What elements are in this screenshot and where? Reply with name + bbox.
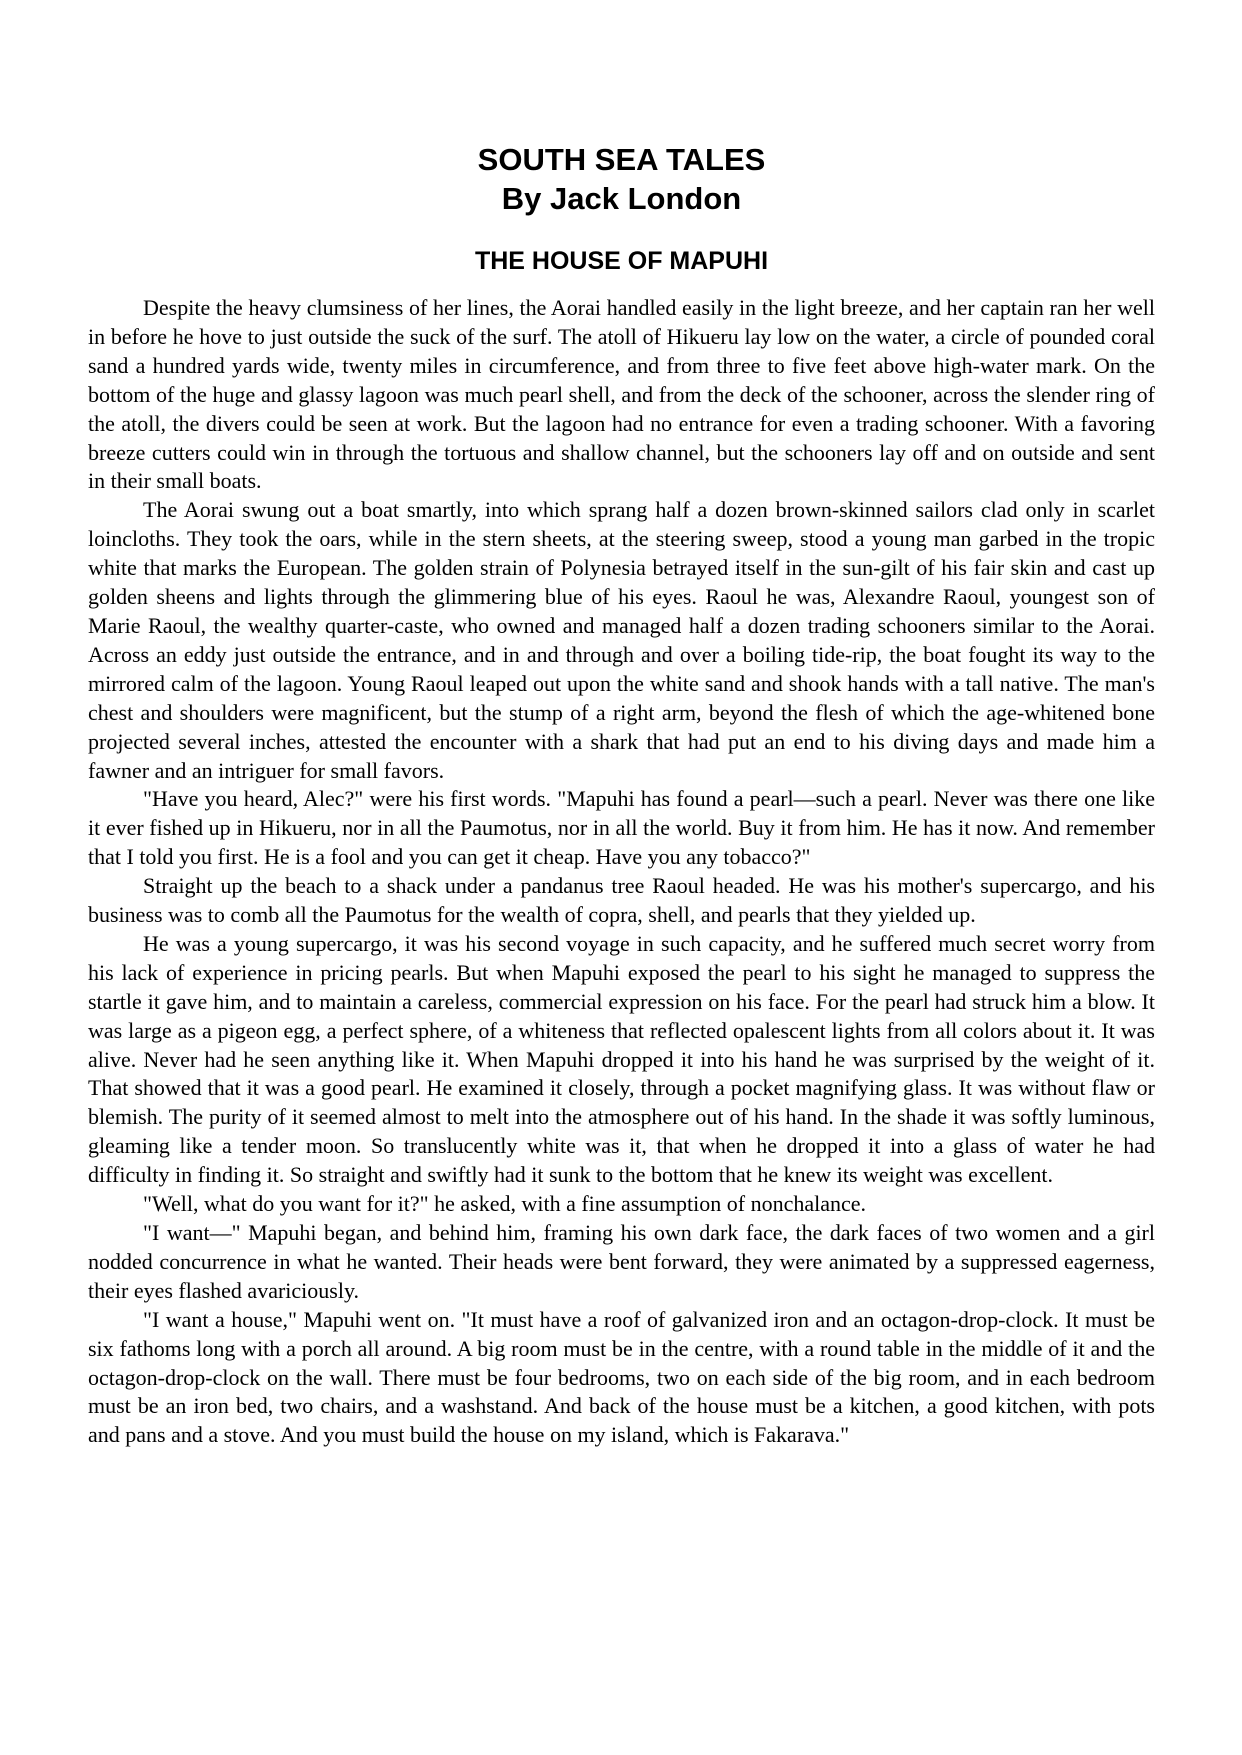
paragraph: "I want—" Mapuhi began, and behind him, framing his own dark face, the dark faces of two women and a girl nodded concurrence in what he wanted. Their heads were bent forward, they were animated by a suppressed eagerness, their eyes flashed avariciously. xyxy=(88,1220,1155,1303)
chapter-body xyxy=(88,294,1155,1450)
paragraph: Despite the heavy clumsiness of her lines, the Aorai handled easily in the light breeze, and her captain ran her well in before he hove to just outside the suck of the surf. The atoll of Hikueru lay low on the water, a circle of pounded coral sand a hundred yards wide, twenty miles in circumference, and from three to five feet above high-water mark. On the bottom of the huge and glassy lagoon was much pearl shell, and from the deck of the schooner, across the slender ring of the atoll, the divers could be seen at work. But the lagoon had no entrance for even a trading schooner. With a favoring breeze cutters could win in through the tortuous and shallow channel, but the schooners lay off and on outside and sent in their small boats. xyxy=(88,295,1155,494)
paragraph: "I want a house," Mapuhi went on. "It must have a roof of galvanized iron and an octagon-drop-clock. It must be six fathoms long with a porch all around. A big room must be in the centre, with a round table in the middle of it and the octagon-drop-clock on the wall. There must be four bedrooms, two on each side of the big room, and in each bedroom must be an iron bed, two chairs, and a washstand. And back of the house must be a kitchen, a good kitchen, with pots and pans and a stove. And you must build the house on my island, which is Fakarava." xyxy=(88,1306,1155,1448)
book-title-block xyxy=(88,140,1155,218)
book-author: By Jack London xyxy=(501,181,742,216)
chapter-title: THE HOUSE OF MAPUHI xyxy=(474,247,769,275)
paragraph: The Aorai swung out a boat smartly, into which sprang half a dozen brown-skinned sailors clad only in scarlet loincloths. They took the oars, while in the stern sheets, at the steering sweep, stood a young man garbed in the tropic white that marks the European. The golden strain of Polynesia betrayed itself in the sun-gilt of his fair skin and cast up golden sheens and lights through the glimmering blue of his eyes. Raoul he was, Alexandre Raoul, youngest son of Marie Raoul, the wealthy quarter-caste, who owned and managed half a dozen trading schooners similar to the Aorai. Across an eddy just outside the entrance, and in and through and over a boiling tide-rip, the boat fought its way to the mirrored calm of the lagoon. Young Raoul leaped out upon the white sand and shook hands with a tall native. The man's chest and shoulders were magnificent, but the stump of a right arm, beyond the flesh of which the age-whitened bone projected several inches, attested the encounter with a shark that had put an end to his diving days and made him a fawner and an intriguer for small favors. xyxy=(88,497,1155,783)
paragraph: "Well, what do you want for it?" he asked, with a fine assumption of nonchalance. xyxy=(143,1191,867,1217)
paragraph: Straight up the beach to a shack under a pandanus tree Raoul headed. He was his mother's supercargo, and his business was to comb all the Paumotus for the wealth of copra, shell, and pearls that they yielded up. xyxy=(88,873,1155,928)
paragraph: He was a young supercargo, it was his second voyage in such capacity, and he suffered much secret worry from his lack of experience in pricing pearls. But when Mapuhi exposed the pearl to his sight he managed to suppress the startle it gave him, and to maintain a careless, commercial expression on his face. For the pearl had struck him a blow. It was large as a pigeon egg, a perfect sphere, of a whiteness that reflected opalescent lights from all colors about it. It was alive. Never had he seen anything like it. When Mapuhi dropped it into his hand he was surprised by the weight of it. That showed that it was a good pearl. He examined it closely, through a pocket magnifying glass. It was without flaw or blemish. The purity of it seemed almost to melt into the atmosphere out of his hand. In the shade it was softly luminous, gleaming like a tender moon. So translucently white was it, that when he dropped it into a glass of water he had difficulty in finding it. So straight and swiftly had it sunk to the bottom that he knew its weight was excellent. xyxy=(88,930,1155,1188)
document-page xyxy=(88,140,1155,1450)
paragraph: "Have you heard, Alec?" were his first words. "Mapuhi has found a pearl—such a pearl. Never was there one like it ever fished up in Hikueru, nor in all the Paumotus, nor in all the world. Buy it from him. He has it now. And remember that I told you first. He is a fool and you can get it cheap. Have you any tobacco?" xyxy=(88,786,1155,870)
book-title: SOUTH SEA TALES xyxy=(477,142,766,177)
